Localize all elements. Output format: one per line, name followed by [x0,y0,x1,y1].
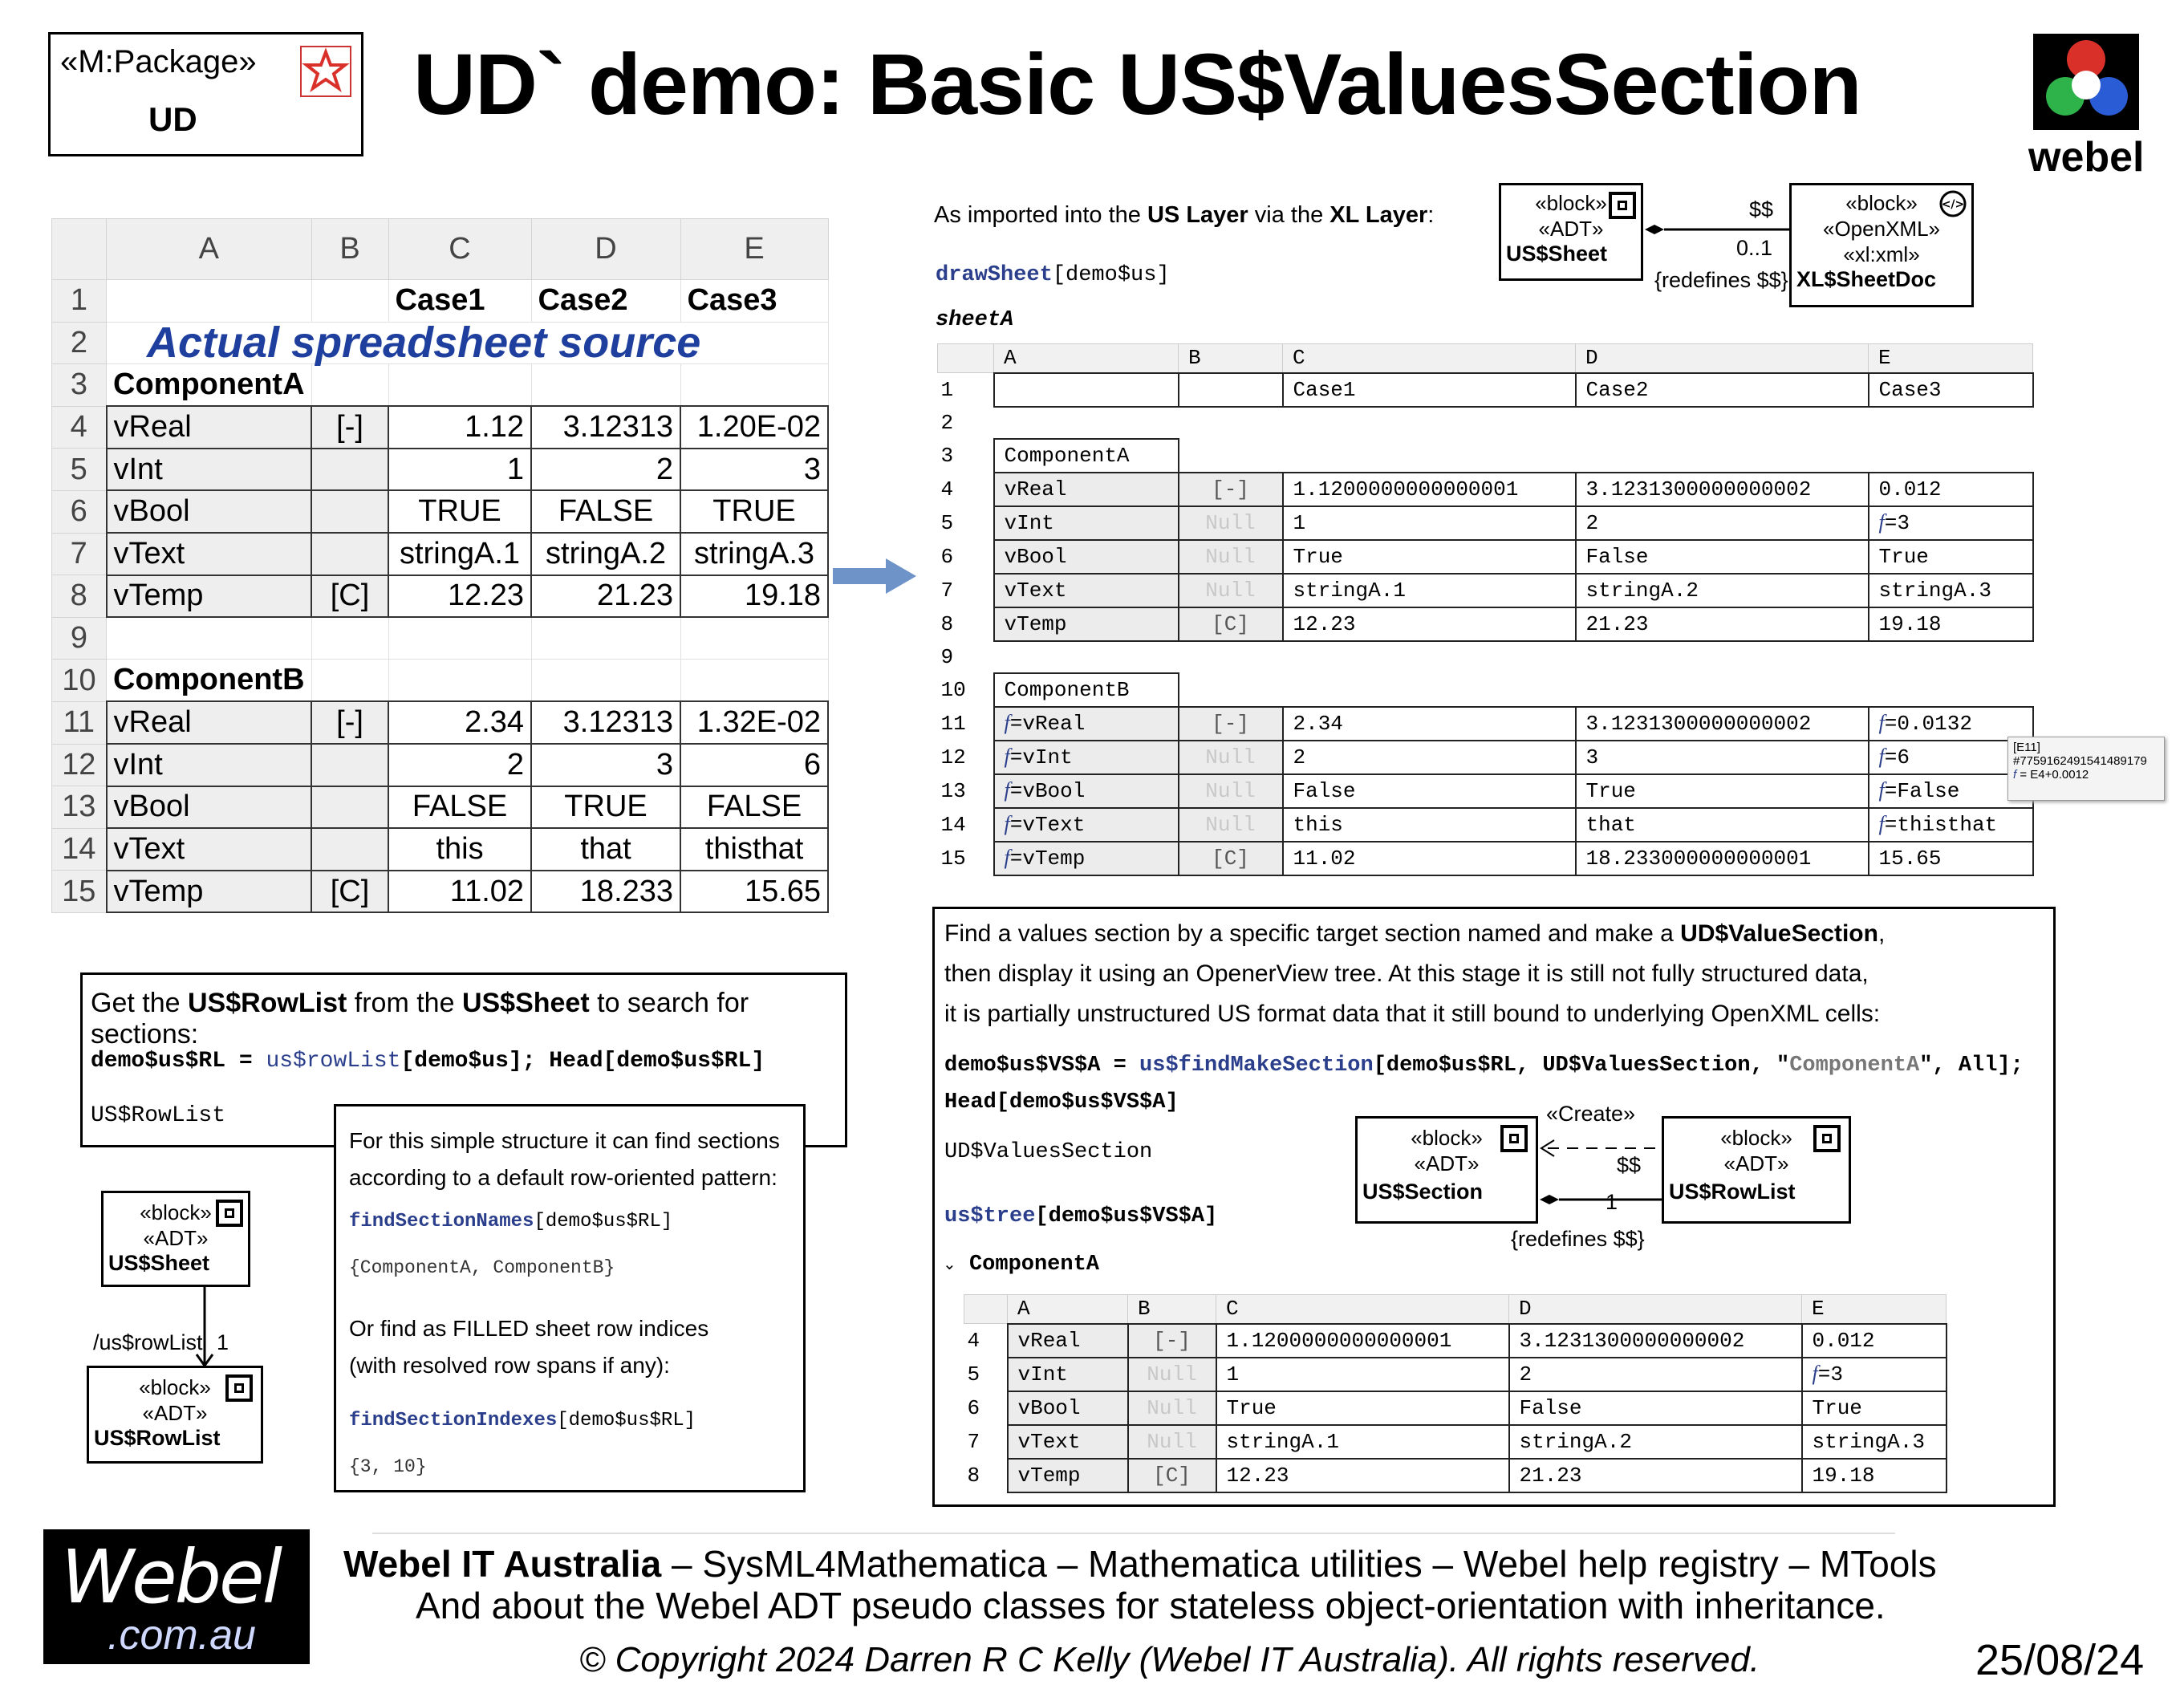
find-names-call: findSectionNames[demo$us$RL] [349,1211,673,1232]
rowlist-role: /us$rowList [93,1330,203,1354]
spreadsheet-overlay-label: Actual spreadsheet source [147,318,701,367]
formula-tooltip: [E11] #7759162491541489179 f = E4+0.0012 [2007,737,2165,801]
section-mult: 1 [1606,1190,1618,1214]
values-description: Find a values section by a specific target section named and make a UD$ValueSection, then display it using an OpenerView tree. At this stage it is still not fully structured data, it is partially unstructured US format data that it still bound to underlying OpenXML cells: [944,920,1886,1027]
xl-role: $$ [1749,197,1774,221]
column-header: E [680,219,828,280]
logo-sub: .com.au [108,1612,256,1659]
table-row: 9 [940,644,954,669]
column-header: E [1802,1295,1947,1324]
block-icon [1500,1125,1528,1152]
column-header: D [1509,1295,1802,1324]
block-icon [1813,1125,1841,1152]
block-icon [216,1200,243,1227]
mathematica-icon [300,46,351,97]
column-header: D [531,219,680,280]
values-result: UD$ValuesSection [944,1140,1153,1164]
table-row: 7 vText stringA.1 stringA.2 stringA.3 [52,533,829,575]
table-row: 4 vReal [-] 1.1200000000000001 3.1231300000000002 0.012 [938,473,2033,506]
column-header: C [1283,344,1576,373]
column-header: A [107,219,312,280]
date: 25/08/24 [1975,1636,2145,1684]
table-row: 3 ComponentA [938,439,2033,473]
table-row: 3 ComponentA [52,364,829,407]
logo-main: Webel [61,1534,281,1620]
xl-mult: 0..1 [1736,236,1773,260]
xl-sheetdoc-block: «block» «OpenXML» «xl:xml» XL$SheetDoc </> [1789,183,1974,307]
block-icon [1609,192,1636,219]
footer-line2: And about the Webel ADT pseudo classes for stateless object-orientation with inheritance. [416,1585,1886,1626]
page-title: UD` demo: Basic US$ValuesSection [413,35,1861,132]
find-indexes-call: findSectionIndexes[demo$us$RL] [349,1410,696,1431]
block-icon [225,1374,253,1402]
column-header: A [994,344,1179,373]
tree-opener[interactable] [943,1253,1099,1277]
rowlist-code: demo$us$RL = us$rowList[demo$us]; Head[demo$us$RL] [91,1049,765,1074]
values-section-box [932,907,2056,1507]
us-sheet-block-left: «block» «ADT» US$Sheet [101,1191,250,1287]
chevron-down-icon[interactable]: ⌄ [943,1257,956,1275]
us-sheet-block: «block» «ADT» US$Sheet [1499,183,1643,281]
table-row: 7 vText Null stringA.1 stringA.2 stringA.3 [938,574,2033,607]
imported-grid [937,343,2034,876]
footer-links: Webel IT Australia – SysML4Mathematica – Mathematica utilities – Webel help registry – MTools [343,1543,1937,1585]
find-make-section-code: demo$us$VS$A = us$findMakeSection[demo$us$RL, UD$ValuesSection, "ComponentA", All]; [944,1054,2024,1078]
us-rowlist-block: «block» «ADT» US$RowList [1662,1116,1851,1224]
us-rowlist-block-left: «block» «ADT» US$RowList [87,1366,263,1464]
table-row: 1 Case1 Case2 Case3 [938,373,2033,407]
column-header: D [1576,344,1869,373]
table-row: 6 vBool Null True False True [938,540,2033,574]
create-dependency [1538,1132,1663,1220]
column-header: C [1216,1295,1509,1324]
head-code: Head[demo$us$VS$A] [944,1090,1179,1115]
column-header: B [311,219,388,280]
table-row: 10 ComponentB [52,660,829,702]
column-header: C [388,219,531,280]
column-header: E [1869,344,2033,373]
table-row: 12 vInt 2 3 6 [52,744,829,786]
column-header: B [1179,344,1283,373]
table-row: 14 vText this that thisthat [52,828,829,871]
draw-sheet-call: drawSheet[demo$us] [936,263,1170,287]
table-row: 4 vReal [-] 1.1200000000000001 3.1231300000000002 0.012 [964,1324,1947,1358]
table-row: 15 f=vTemp [C] 11.02 18.233000000000001 15.65 [938,842,2033,875]
us-section-block: «block» «ADT» US$Section [1355,1116,1538,1224]
table-row: 9 [52,617,829,660]
table-row: 14 f=vText Null this that f=thisthat [938,808,2033,842]
package-box [48,32,363,156]
company-link[interactable]: Webel IT Australia [343,1543,662,1585]
webel-label: webel [2028,134,2145,181]
find-indexes-result: {3, 10} [349,1456,427,1477]
xl-redefines: {redefines $$} [1654,268,1788,292]
arrow-right-icon [833,557,918,599]
table-row: 8 vTemp [C] 12.23 21.23 19.18 [938,607,2033,641]
rowlist-mult: 1 [217,1330,229,1354]
sheet-label: sheetA [936,308,1014,332]
webel-logo [43,1529,310,1664]
table-row: 11 f=vReal [-] 2.34 3.1231300000000002 f=0.0132 [938,707,2033,741]
table-row: 8 vTemp [C] 12.23 21.23 19.18 [964,1459,1947,1492]
table-row: 7 vText Null stringA.1 stringA.2 stringA.3 [964,1425,1947,1459]
excel-spreadsheet [51,218,829,913]
table-row: 1 Case1 Case2 Case3 [52,280,829,323]
table-row: 10 ComponentB [938,673,2033,707]
table-row: 15 vTemp [C] 11.02 18.233 15.65 [52,871,829,913]
table-row: 6 vBool TRUE FALSE TRUE [52,490,829,533]
package-name: UD [148,100,197,138]
xml-icon [1939,190,1967,221]
table-row: 4 vReal [-] 1.12 3.12313 1.20E-02 [52,406,829,449]
tree-label: ComponentA [968,1253,1099,1277]
rowlist-intro: Get the US$RowList from the US$Sheet to search for sections: [91,988,749,1050]
svg-text:</>: </> [1941,198,1965,211]
table-row: 2 Actual spreadsheet source [52,322,829,364]
table-row: 5 vInt 1 2 3 [52,449,829,491]
table-row: 13 vBool FALSE TRUE FALSE [52,786,829,829]
table-row: 8 vTemp [C] 12.23 21.23 19.18 [52,575,829,618]
table-row: 6 vBool Null True False True [964,1391,1947,1425]
section-grid [964,1294,1947,1493]
webel-dots-logo [2030,34,2142,138]
tree-call: us$tree[demo$us$VS$A] [944,1204,1218,1228]
footer-divider [372,1533,1895,1534]
column-header: B [1128,1295,1216,1324]
association-arrow [193,1287,217,1367]
create-stereotype: «Create» [1546,1102,1636,1126]
corner-cell [52,219,107,280]
table-row: 2 [940,410,954,435]
table-row: 13 f=vBool Null False True f=False [938,774,2033,808]
table-row: 12 f=vInt Null 2 3 f=6 [938,741,2033,774]
section-redefines: {redefines $$} [1511,1227,1645,1251]
table-row: 5 vInt Null 1 2 f=3 [938,506,2033,540]
rowlist-result: US$RowList [91,1103,226,1128]
section-role: $$ [1617,1153,1642,1177]
copyright: © Copyright 2024 Darren R C Kelly (Webel IT Australia). All rights reserved. [579,1640,1760,1679]
find-names-result: {ComponentA, ComponentB} [349,1257,615,1278]
table-row: 11 vReal [-] 2.34 3.12313 1.32E-02 [52,701,829,744]
package-stereotype: «M:Package» [60,44,257,79]
import-intro: As imported into the US Layer via the XL Layer: [934,202,1435,228]
table-row: 5 vInt Null 1 2 f=3 [964,1358,1947,1391]
find-sections-box: For this simple structure it can find sections according to a default row-oriented pattern: findSectionNames[demo$us$RL] {ComponentA, ComponentB} Or find as FILLED sheet row indices (with resolved row spans if any): findSectionIndexes[demo$us$RL] {3, 10} [334,1104,806,1492]
column-header: A [1008,1295,1128,1324]
